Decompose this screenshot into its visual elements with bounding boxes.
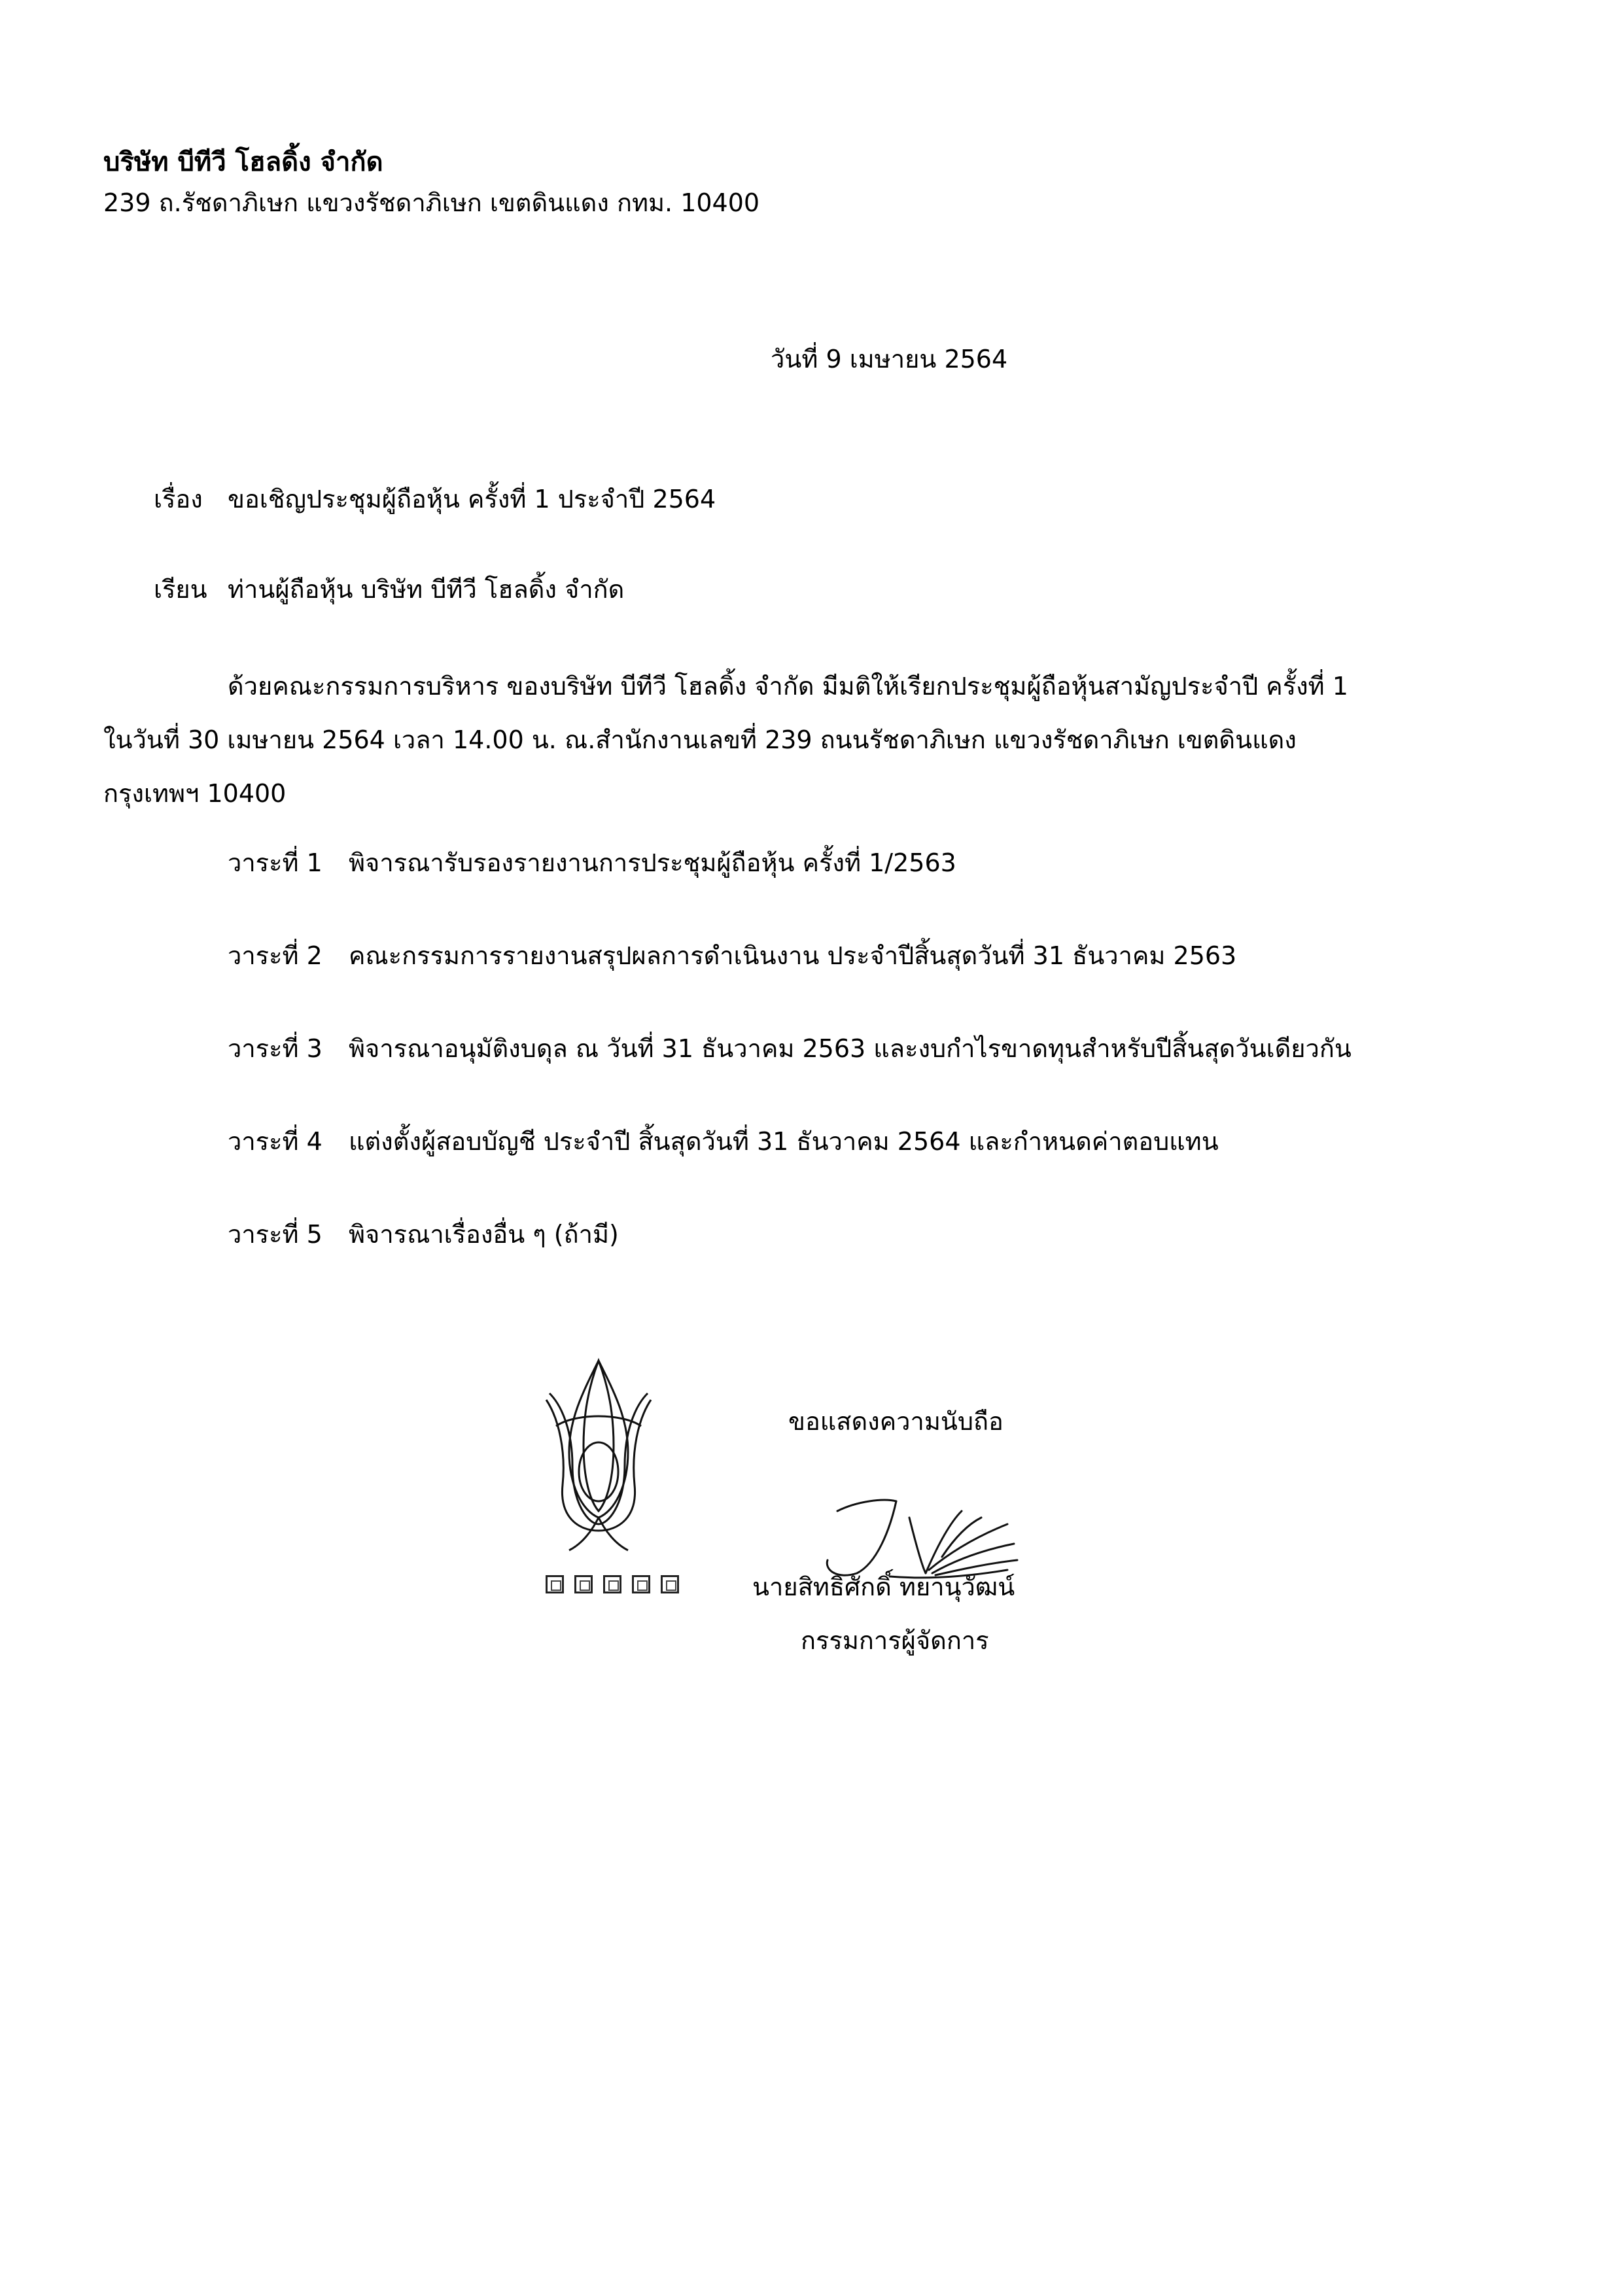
body-line: ในวันที่ 30 เมษายน 2564 เวลา 14.00 น. ณ.สำนักงานเลขที่ 239 ถนนรัชดาภิเษก แขวงรัชดาภิเษก เขตดินแดง xyxy=(103,725,1297,754)
agenda-number: วาระที่ 4 xyxy=(228,1127,323,1156)
agenda-item xyxy=(228,1124,1219,1158)
company-address: 239 ถ.รัชดาภิเษก แขวงรัชดาภิเษก เขตดินแดง กทม. 10400 xyxy=(103,188,760,217)
letter-date: วันที่ 9 เมษายน 2564 xyxy=(771,345,1008,374)
seal-box-icon xyxy=(661,1575,679,1593)
agenda-number: วาระที่ 5 xyxy=(228,1220,323,1249)
subject-text: ขอเชิญประชุมผู้ถือหุ้น ครั้งที่ 1 ประจำปี 2564 xyxy=(228,485,716,513)
body-paragraph xyxy=(103,659,1490,820)
seal-box-icon xyxy=(546,1575,564,1593)
agenda-number: วาระที่ 2 xyxy=(228,941,323,970)
seal-box-icon xyxy=(603,1575,621,1593)
company-name: บริษัท บีทีวี โฮลดิ้ง จำกัด xyxy=(103,147,383,177)
agenda-text: พิจารณาเรื่องอื่น ๆ (ถ้ามี) xyxy=(349,1220,619,1249)
agenda-item xyxy=(228,846,956,880)
body-line: กรุงเทพฯ 10400 xyxy=(103,779,287,808)
agenda-item xyxy=(228,1032,1352,1066)
recipient-label: เรียน xyxy=(154,575,207,604)
recipient-text: ท่านผู้ถือหุ้น บริษัท บีทีวี โฮลดิ้ง จำกัด xyxy=(228,575,625,604)
lotus-logo-icon xyxy=(543,1354,654,1563)
seal-box-icon xyxy=(632,1575,650,1593)
agenda-text: คณะกรรมการรายงานสรุปผลการดำเนินงาน ประจำปีสิ้นสุดวันที่ 31 ธันวาคม 2563 xyxy=(349,941,1237,970)
body-line: ด้วยคณะกรรมการบริหาร ของบริษัท บีทีวี โฮลดิ้ง จำกัด มีมติให้เรียกประชุมผู้ถือหุ้นสามัญประจำปี ครั้งที่ 1 xyxy=(228,672,1348,701)
signer-name: นายสิทธิศักดิ์ ทยานุวัฒน์ xyxy=(752,1573,1015,1601)
seal-boxes xyxy=(546,1575,703,1597)
agenda-text: พิจารณาอนุมัติงบดุล ณ วันที่ 31 ธันวาคม 2563 และงบกำไรขาดทุนสำหรับปีสิ้นสุดวันเดียวกัน xyxy=(349,1034,1352,1063)
agenda-number: วาระที่ 1 xyxy=(228,848,323,877)
agenda-text: พิจารณารับรองรายงานการประชุมผู้ถือหุ้น ครั้งที่ 1/2563 xyxy=(349,848,956,877)
seal-box-icon xyxy=(574,1575,593,1593)
closing-text: ขอแสดงความนับถือ xyxy=(788,1407,1003,1436)
agenda-number: วาระที่ 3 xyxy=(228,1034,323,1063)
signer-title: กรรมการผู้จัดการ xyxy=(801,1626,989,1655)
subject-label: เรื่อง xyxy=(154,485,203,513)
agenda-text: แต่งตั้งผู้สอบบัญชี ประจำปี สิ้นสุดวันที่ 31 ธันวาคม 2564 และกำหนดค่าตอบแทน xyxy=(349,1127,1219,1156)
agenda-item xyxy=(228,1217,619,1251)
agenda-item xyxy=(228,939,1236,973)
